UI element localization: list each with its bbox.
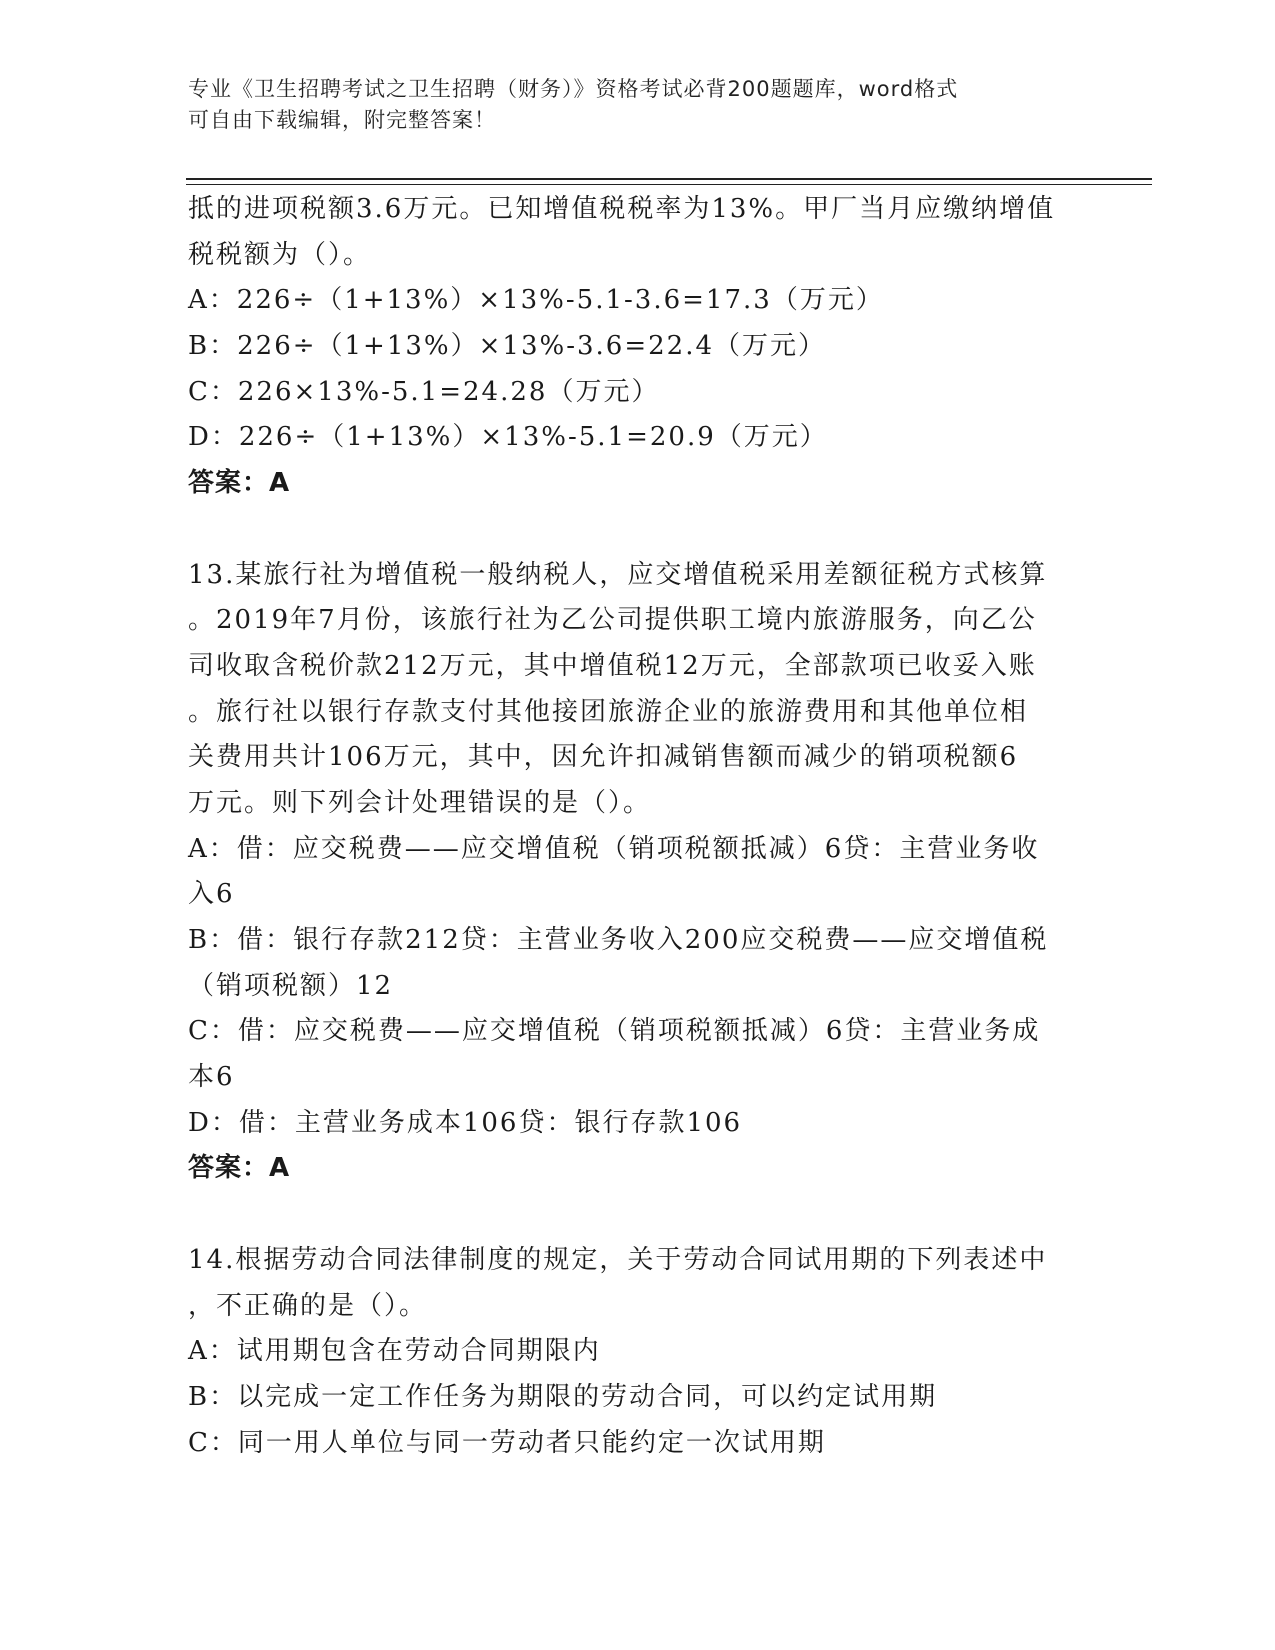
option-c-continued: 本6: [188, 1062, 235, 1093]
option-a: A：226÷（1+13%）×13%-5.1-3.6=17.3（万元）: [188, 285, 884, 316]
question-stem-line: 13.某旅行社为增值税一般纳税人，应交增值税采用差额征税方式核算: [188, 559, 1048, 590]
question-stem-line: 14.根据劳动合同法律制度的规定，关于劳动合同试用期的下列表述中: [188, 1244, 1048, 1275]
question-14: [188, 1238, 1088, 1466]
option-c: C：226×13%-5.1=24.28（万元）: [188, 376, 660, 407]
option-a: A：借：应交税费——应交增值税（销项税额抵减）6贷：主营业务收: [188, 833, 1040, 864]
option-c: C：借：应交税费——应交增值税（销项税额抵减）6贷：主营业务成: [188, 1016, 1041, 1047]
question-stem-line: 税税额为（）。: [188, 239, 372, 270]
question-stem-line: 抵的进项税额3.6万元。已知增值税税率为13%。甲厂当月应缴纳增值: [188, 194, 1056, 224]
header-divider-thin: [186, 184, 1152, 185]
question-stem-line: 司收取含税价款212万元，其中增值税12万元，全部款项已收妥入账: [188, 650, 1037, 681]
option-b-continued: （销项税额）12: [188, 970, 394, 1001]
option-b: B：以完成一定工作任务为期限的劳动合同，可以约定试用期: [188, 1381, 938, 1412]
header-title-line-1: 专业《卫生招聘考试之卫生招聘（财务）》资格考试必背200题题库，word格式: [188, 77, 959, 101]
question-stem-line: 。2019年7月份，该旅行社为乙公司提供职工境内旅游服务，向乙公: [188, 605, 1037, 636]
document-header: [188, 74, 1068, 136]
question-stem-line: ，不正确的是（）。: [188, 1290, 428, 1321]
question-spacer: [188, 1192, 1088, 1238]
question-12: [188, 187, 1088, 507]
option-c: C：同一用人单位与同一劳动者只能约定一次试用期: [188, 1427, 826, 1458]
option-d: D：借：主营业务成本106贷：银行存款106: [188, 1107, 743, 1138]
answer-line: 答案：A: [188, 468, 291, 499]
option-a: A：试用期包含在劳动合同期限内: [188, 1336, 601, 1367]
header-title-line-2: 可自由下载编辑，附完整答案！: [188, 108, 496, 132]
question-spacer: [188, 507, 1088, 553]
header-divider-thick: [186, 178, 1152, 180]
option-b: B：借：银行存款212贷：主营业务收入200应交税费——应交增值税: [188, 925, 1049, 955]
question-13: [188, 553, 1088, 1193]
answer-line: 答案：A: [188, 1153, 291, 1184]
option-d: D：226÷（1+13%）×13%-5.1=20.9（万元）: [188, 422, 828, 453]
document-body: [188, 187, 1088, 1466]
option-a-continued: 入6: [188, 879, 235, 910]
question-stem-line: 关费用共计106万元，其中，因允许扣减销售额而减少的销项税额6: [188, 742, 1019, 773]
question-stem-line: 。旅行社以银行存款支付其他接团旅游企业的旅游费用和其他单位相: [188, 696, 1029, 727]
question-stem-line: 万元。则下列会计处理错误的是（）。: [188, 787, 652, 818]
option-b: B：226÷（1+13%）×13%-3.6=22.4（万元）: [188, 331, 827, 362]
